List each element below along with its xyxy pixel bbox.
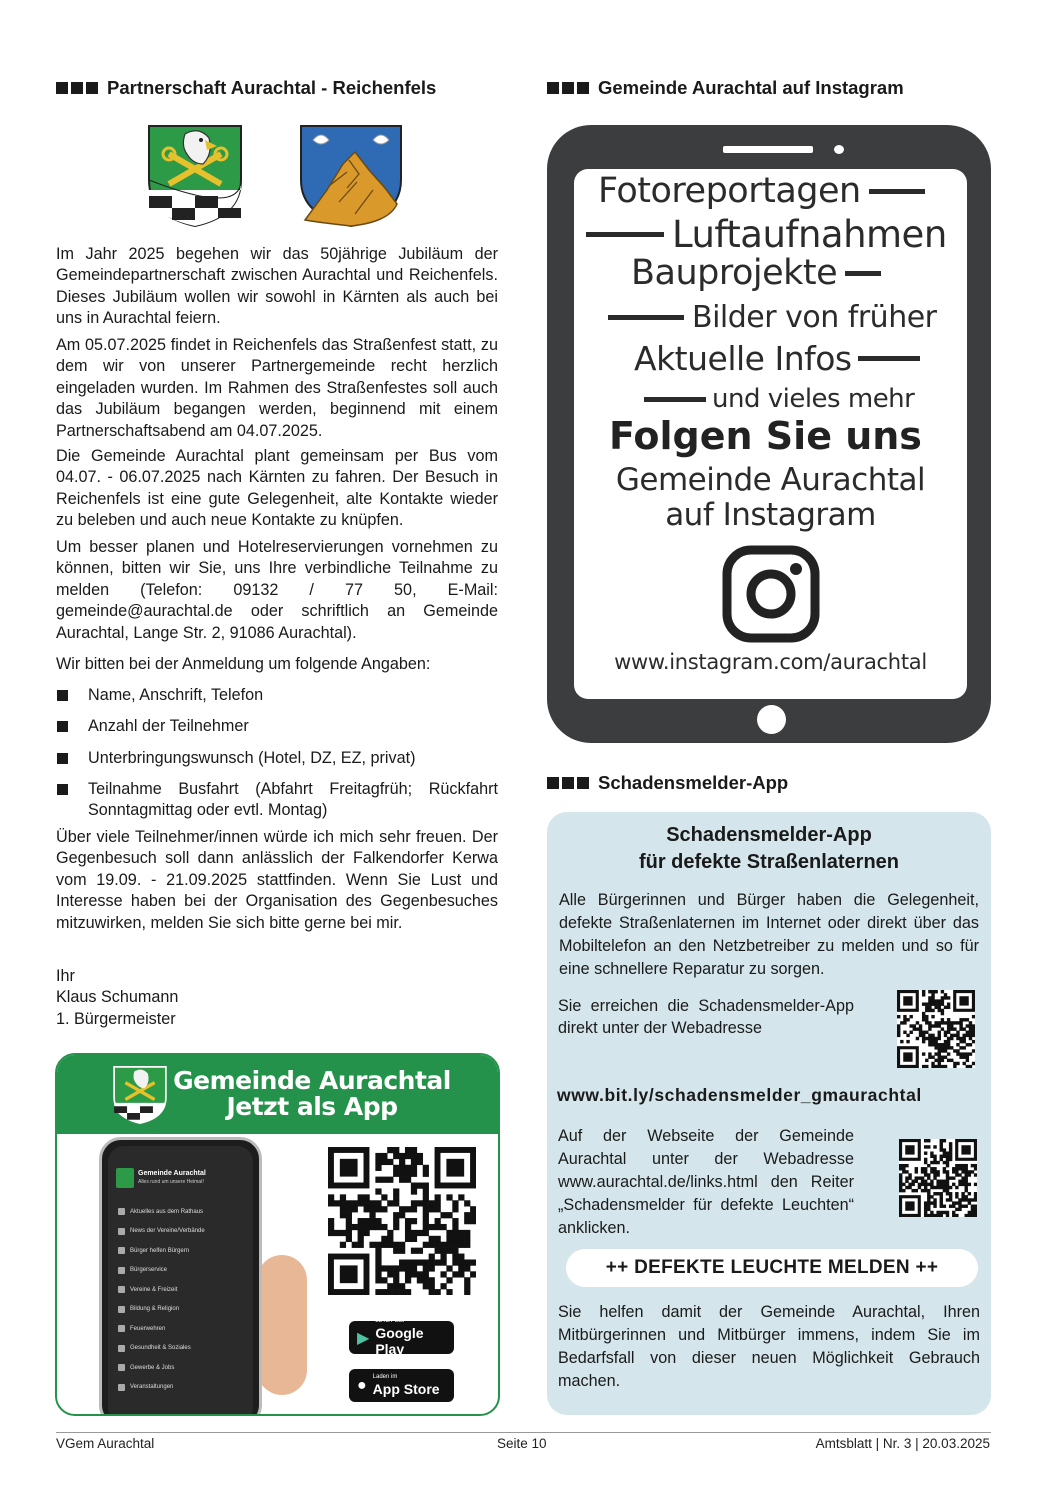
tablet-home-button: [757, 705, 786, 734]
footer-right: Amtsblatt | Nr. 3 | 20.03.2025: [815, 1436, 990, 1451]
app-title-line-1: Gemeinde Aurachtal: [173, 1066, 451, 1095]
menu-item-label: News der Vereine/Verbände: [130, 1228, 205, 1234]
partnership-heading: [56, 77, 436, 99]
google-play-small: JETZT BEI: [375, 1318, 405, 1324]
footer-left: VGem Aurachtal: [56, 1436, 155, 1451]
ig-line-luftaufnahmen: [586, 213, 947, 256]
ig-dash: [845, 271, 881, 276]
paragraph-5: Wir bitten bei der Anmeldung um folgende Angaben:: [56, 655, 431, 673]
menu-item-icon: [118, 1345, 125, 1352]
phone-menu-item: [118, 1228, 205, 1235]
ig-dash: [644, 397, 706, 402]
menu-item-label: Veranstaltungen: [130, 1384, 174, 1390]
heading-squares-icon: [547, 777, 589, 789]
ig-line-und-vieles: [644, 384, 914, 414]
ig-dash: [608, 315, 684, 320]
ig-line-text: und vieles mehr: [712, 384, 915, 414]
apple-icon: ●: [357, 1376, 367, 1394]
google-play-icon: ▶: [357, 1329, 370, 1347]
menu-item-icon: [118, 1208, 125, 1215]
paragraph-4: Um besser planen und Hotelreservierungen vornehmen zu können, bitten wir Sie, uns Ihre verbindliche Teilnahme zu melden (Telefon: 09132 / 77 50, E-Mail: gemeinde@aurachtal.de oder schriftlich an Gemeinde Aurachtal, Lange Str. 2, 91086 Aurachtal).: [56, 538, 498, 642]
schadensmelder-qr-code[interactable]: [897, 990, 975, 1068]
instagram-icon: [722, 545, 820, 643]
aurachtal-coat-of-arms: [147, 124, 243, 228]
paragraph-3: Die Gemeinde Aurachtal plant gemeinsam per Bus vom 04.07. - 06.07.2025 nach Kärnten zu fahren. Der Besuch in Reichenfels ist eine gute Gelegenheit, alte Kontakte wieder zu beleben und auch neue Kontakte zu knüpfen.: [56, 447, 498, 530]
menu-item-label: Gesundheit & Soziales: [130, 1345, 191, 1351]
paragraph-1: Im Jahr 2025 begehen wir das 50jährige Jubiläum der Gemeindepartnerschaft zwischen Aurachtal und Reichenfels. Dieses Jubiläum wollen wir sowohl in Kärnten als auch bei uns in Aurachtal feiern.: [56, 245, 498, 328]
app-store-label: App Store: [372, 1381, 440, 1397]
schadensmelder-intro: Alle Bürgerinnen und Bürger haben die Gelegenheit, defekte Straßenlaternen im Internet oder direkt über das Mobiltelefon an den Netzbetreiber zu melden und so für eine schnellere Reparatur zu sorgen.: [559, 891, 979, 978]
phone-menu-item: [118, 1286, 177, 1293]
app-store-small: Laden im: [372, 1374, 398, 1380]
menu-item-icon: [118, 1384, 125, 1391]
schadensmelder-short-url[interactable]: www.bit.ly/schadensmelder_gmaurachtal: [557, 1085, 922, 1105]
ig-dash: [586, 232, 664, 237]
menu-item-label: Gewerbe & Jobs: [130, 1364, 175, 1371]
ig-line-text: Fotoreportagen: [598, 171, 861, 211]
schadensmelder-box-title: [547, 822, 991, 876]
ig-line-text: Aktuelle Infos: [634, 339, 852, 378]
ig-follow: Folgen Sie uns: [609, 414, 922, 458]
ig-line-bauprojekte: [631, 253, 881, 293]
phone-mockup: [99, 1137, 262, 1416]
ig-line-aktuelle-infos: [634, 339, 920, 378]
ig-dash: [869, 189, 925, 194]
menu-item-icon: [118, 1286, 125, 1293]
signature-greeting: Ihr: [56, 967, 75, 985]
phone-menu-item: [118, 1267, 167, 1274]
phone-logo-icon: [116, 1168, 134, 1188]
box-title-line-2: für defekte Straßenlaternen: [638, 851, 900, 873]
phone-menu-item: [118, 1325, 165, 1332]
phone-subheader: Alles rund um unsere Heimat!: [138, 1179, 204, 1185]
signature-block: [56, 966, 498, 1030]
phone-menu-item: [118, 1306, 179, 1313]
tablet-speaker: [723, 146, 813, 153]
menu-item-icon: [118, 1228, 125, 1235]
menu-item-label: Bürgerservice: [130, 1267, 168, 1273]
phone-menu-item: [118, 1384, 173, 1391]
paragraph-2: Am 05.07.2025 findet in Reichenfels das Straßenfest statt, zu dem wir von unserer Partnergemeinde recht herzlich eingeladen wurden. Im Rahmen des Straßenfestes soll auch das Jubiläum begangen werden, beginnend mit einem Partnerschaftsabend am 04.07.2025.: [56, 336, 498, 440]
app-promo-banner[interactable]: [55, 1053, 500, 1416]
box-title-line-1: Schadensmelder-App: [666, 824, 872, 846]
menu-item-icon: [118, 1267, 125, 1274]
schadensmelder-web: Auf der Webseite der Gemeinde Aurachtal unter der Webadresse www.aurachtal.de/links.html den Reiter „Schadensmelder für defekte Leuchten“ anklicken.: [558, 1127, 854, 1237]
instagram-heading: [547, 77, 904, 99]
hand-image: [257, 1255, 307, 1395]
menu-item-icon: [118, 1325, 125, 1332]
closing-paragraph: Über viele Teilnehmer/innen würde ich mich sehr freuen. Der Gegenbesuch soll dann anlässlich der Falkendorfer Kerwa vom 19.09. - 21.09.2025 stattfinden. Wenn Sie Lust und Interesse haben bei der Organisation des Gegenbesuches mitzuwirken, melden Sie sich bitte gerne bei mir.: [56, 828, 498, 932]
tablet-screen: [574, 169, 967, 699]
tablet-camera: [834, 145, 844, 154]
instagram-heading-text: Gemeinde Aurachtal auf Instagram: [598, 77, 904, 98]
footer-page-number: Seite 10: [497, 1436, 547, 1451]
phone-menu-item: [118, 1208, 203, 1215]
ig-org-line-1: Gemeinde Aurachtal: [615, 462, 926, 498]
ig-dash: [858, 356, 920, 361]
app-qr-code[interactable]: [328, 1147, 476, 1295]
ig-line-text: Bilder von früher: [692, 300, 937, 335]
ig-line-text: Luftaufnahmen: [672, 213, 947, 256]
menu-item-label: Vereine & Freizeit: [130, 1286, 178, 1293]
menu-item-label: Bildung & Religion: [130, 1306, 180, 1312]
phone-menu-item: [118, 1247, 189, 1254]
report-defect-button[interactable]: ++ DEFEKTE LEUCHTE MELDEN ++: [566, 1249, 978, 1287]
heading-squares-icon: [547, 82, 589, 94]
signature-name: Klaus Schumann: [56, 988, 179, 1007]
google-play-button[interactable]: [349, 1318, 454, 1357]
heading-squares-icon: [56, 82, 98, 94]
list-item: Unterbringungswunsch (Hotel, DZ, EZ, privat): [56, 748, 498, 769]
reichenfels-coat-of-arms: [299, 124, 403, 228]
app-title-line-2: Jetzt als App: [226, 1092, 398, 1121]
menu-item-label: Bürger helfen Bürgern: [130, 1247, 190, 1254]
menu-item-icon: [118, 1364, 125, 1371]
phone-menu-item: [118, 1345, 191, 1352]
instagram-tablet-graphic: [547, 125, 991, 743]
menu-item-icon: [118, 1306, 125, 1313]
schadensmelder-outro: Sie helfen damit der Gemeinde Aurachtal, Ihren Mitbürgerinnen und Mitbürger immens, indem Sie im Bedarfsfall von dieser neuen Möglichkeit Gebrauch machen.: [558, 1303, 980, 1390]
schadensmelder-box: [547, 812, 991, 1415]
schadensmelder-heading: [547, 772, 788, 794]
menu-item-label: Feuerwehren: [130, 1325, 166, 1332]
phone-menu-item: [118, 1364, 174, 1371]
menu-item-label: Aktuelles aus dem Rathaus: [130, 1208, 204, 1215]
list-item: Teilnahme Busfahrt (Abfahrt Freitagfrüh; Rückfahrt Sonntagmittag oder evtl. Montag): [56, 779, 498, 822]
schadensmelder-reach: Sie erreichen die Schadensmelder-App direkt unter der Webadresse: [558, 997, 854, 1037]
ig-line-fotoreportagen: [598, 171, 925, 211]
footer-divider: [56, 1432, 991, 1433]
instagram-url[interactable]: www.instagram.com/aurachtal: [614, 650, 927, 674]
phone-header: Gemeinde Aurachtal: [138, 1170, 206, 1177]
ig-line-bilder: [608, 300, 937, 335]
schadensmelder-heading-text: Schadensmelder-App: [598, 772, 789, 793]
ig-line-text: Bauprojekte: [631, 253, 838, 293]
phone-screen: [108, 1146, 253, 1416]
list-item: Anzahl der Teilnehmer: [56, 716, 498, 737]
ig-org-line-2: auf Instagram: [665, 497, 876, 533]
app-store-button[interactable]: [349, 1369, 454, 1402]
list-item: Name, Anschrift, Telefon: [56, 685, 498, 706]
menu-item-icon: [118, 1247, 125, 1254]
google-play-label: Google Play: [375, 1325, 424, 1357]
signature-role: 1. Bürgermeister: [56, 1009, 176, 1028]
website-qr-code[interactable]: [899, 1139, 977, 1217]
partnership-heading-text: Partnerschaft Aurachtal - Reichenfels: [107, 77, 437, 98]
